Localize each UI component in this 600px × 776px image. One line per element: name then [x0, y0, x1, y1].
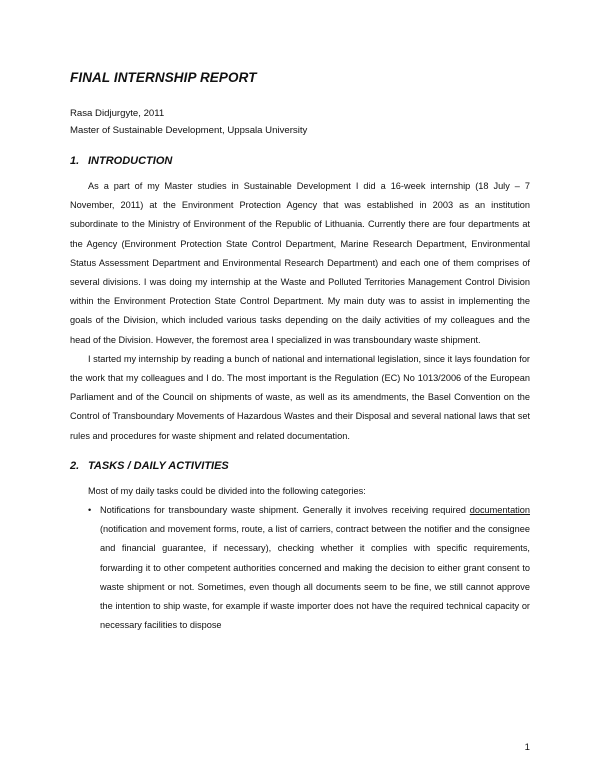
section-title: TASKS / DAILY ACTIVITIES: [88, 459, 229, 472]
affiliation-line: Master of Sustainable Development, Uppsala University: [70, 125, 308, 136]
section-number: 2.: [70, 459, 80, 472]
list-item: [70, 501, 530, 635]
bullet-text: [100, 501, 530, 635]
tasks-intro-paragraph: Most of my daily tasks could be divided into the following categories:: [88, 485, 366, 496]
underlined-term: documentation: [469, 505, 530, 516]
author-line: Rasa Didjurgyte, 2011: [70, 108, 165, 119]
document-title: FINAL INTERNSHIP REPORT: [70, 70, 257, 85]
section-number: 1.: [70, 155, 80, 167]
bullet-lead-text: Notifications for transboundary waste shipment. Generally it involves receiving required: [100, 505, 470, 516]
section-title: INTRODUCTION: [88, 155, 173, 167]
introduction-paragraph-1: As a part of my Master studies in Sustainable Development I did a 16-week internship (18 July – 7 November, 2011) at the Environment Protection Agency that was established in 2003 as an institution subordinate to the Ministry of Environment of the Republic of Lithuania. Currently there are four departments at the Agency (Environment Protection State Control Department, Marine Research Department, Environmental Status Assessment Department and Environmental Research Department) and each one of them comprises of several divisions. I was doing my internship at the Waste and Polluted Territories Management Control Division within the Environment Protection State Control Department. My main duty was to assist in implementing the goals of the Division, which included various tasks depending on the daily activities of my colleagues and the head of the Division. However, the foremost area I specialized in was transboundary waste shipment.: [70, 181, 530, 345]
section-heading-tasks: [70, 460, 530, 472]
bullet-icon: •: [88, 505, 92, 516]
section-heading-introduction: [70, 155, 530, 167]
bullet-rest-text: (notification and movement forms, route, a list of carriers, contract between the notifier and the consignee and financial guarantee, if necessary), checking whether it complies with specific requirements, forwarding it to other competent authorities concerned and making the decision to either grant consent to waste shipment or not. Sometimes, even though all documents seem to be fine, we still cannot approve the intention to ship waste, for example if waste importer does not have the required technical capacity or necessary facilities to dispose: [100, 524, 530, 631]
introduction-paragraph-2: I started my internship by reading a bunch of national and international legislation, since it lays foundation for the work that my colleagues and I do. The most important is the Regulation (EC) No 1013/2006 of the European Parliament and of the Council on shipments of waste, as well as its amendments, the Basel Convention on the Control of Transboundary Movements of Hazardous Wastes and their Disposal and several national laws that set rules and procedures for waste shipment and related documentation.: [70, 353, 530, 441]
page-number: 1: [524, 742, 530, 753]
task-list: [70, 501, 530, 635]
